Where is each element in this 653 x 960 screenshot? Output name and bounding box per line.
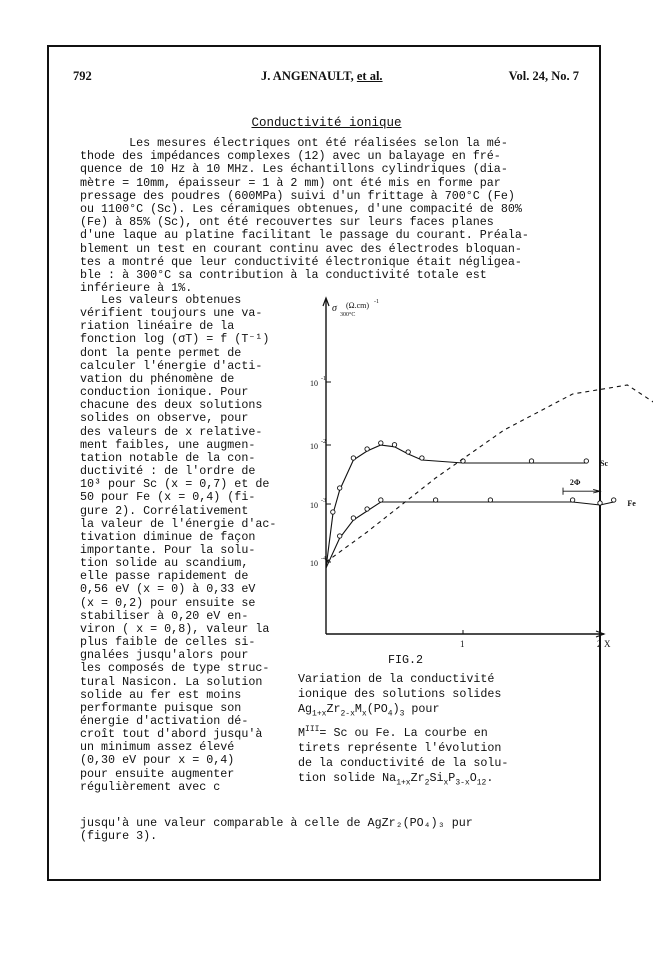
y-tick-label: 10 [310,379,318,388]
text-line: vation du phénomène de [80,371,235,386]
text-line: mètre = 10mm, épaisseur = 1 à 2 mm) ont été mis en forme par [80,175,501,190]
y-axis-label-exp: -1 [374,299,379,305]
authors: J. ANGENAULT, et al. [261,69,383,83]
y-tick-exp: -2 [321,439,326,445]
text-line: (Fe) à 85% (Sc), ont été recouvertes sur leurs faces planes [80,215,494,230]
text-line: quence de 10 Hz à 10 MHz. Les échantillons cylindriques (dia- [80,162,508,177]
series-label-fe: Fe [627,499,636,508]
text-line: gnalées jusqu'alors pour [80,648,249,663]
text-line: ble : à 300°C sa contribution à la conductivité totale est [80,268,487,283]
text-line: croît tout d'abord jusqu'à [80,727,263,742]
text-line: tation notable de la con- [80,450,256,465]
y-axis-label: σ [332,303,337,314]
text-line: (figure 3). [80,829,158,844]
data-point [612,498,616,502]
text-line: vérifient toujours une va- [80,306,263,321]
text-line: (x = 0,2) pour ensuite se [80,595,256,610]
text-line: blement un test en courant continu avec des électrodes bloquan- [80,241,522,256]
text-line: tion solide au scandium, [80,556,249,571]
text-line: plus faible de celles si- [80,635,256,650]
y-tick-exp: -4 [321,556,326,562]
caption-line: tirets représente l'évolution [298,741,502,756]
y-tick-label: 10 [310,442,318,451]
y-tick-label: 10 [310,559,318,568]
y-tick-label: 10 [310,501,318,510]
text-line: tes a montré que leur conductivité électronique était négligea- [80,254,522,269]
text-line: 10³ pour Sc (x = 0,7) et de [80,477,270,492]
caption-line: $M^{III}= Sc$ ou Fe. La courbe en [298,724,488,740]
text-line: 0,56 eV (x = 0) à 0,33 eV [80,582,256,597]
text-line: gure 2). Corrélativement [80,503,249,518]
text-line: thode des impédances complexes (12) avec un balayage en fré- [80,149,501,164]
series-label-sc: Sc [600,459,608,468]
text-line: calculer l'énergie d'acti- [80,358,263,373]
text-line: performante puisque son [80,700,242,715]
text-line: ment faibles, une augmen- [80,437,256,452]
text-line: Les valeurs obtenues [80,293,242,307]
text-line: stabiliser à 0,20 eV en- [80,608,249,623]
figure-title: FIG.2 [388,653,424,667]
text-line: ou 1100°C (Sc). Les céramiques obtenues, d'une compacité de 80% [80,202,522,217]
text-line: riation linéaire de la [80,319,235,334]
y-tick-exp: -3 [321,498,326,504]
text-line: chacune des deux solutions [80,398,263,413]
caption-line: de la conductivité de la solu- [298,756,509,771]
text-line: importante. Pour la solu- [80,542,256,557]
text-line: solides on observe, pour [80,411,249,426]
text-line: énergie d'activation dé- [80,714,249,728]
running-header [73,69,579,87]
text-line: les composés de type struc- [80,661,270,676]
page-number: 792 [73,69,92,83]
two-phase-label: 2Φ [569,478,581,488]
text-line: la valeur de l'énergie d'ac- [80,516,277,531]
text-line: inférieure à 1%. [80,281,193,296]
text-line: solide au fer est moins [80,687,242,702]
text-line: conduction ionique. Pour [80,385,249,400]
text-line: régulièrement avec c [80,779,221,794]
paragraph-2-left [80,294,300,794]
paragraph-1 [80,137,570,295]
x-axis-label: X [604,639,611,649]
y-axis-label-sub: 300°C [340,312,356,318]
text-line: ductivité : de l'ordre de [80,464,256,479]
text-line: tural Nasicon. La solution [80,674,263,689]
figure-caption [298,672,508,791]
text-line: elle passe rapidement de [80,569,249,584]
x-tick-label: 1 [460,639,465,649]
text-line: un minimum assez élevé [80,740,235,755]
text-line: des valeurs de x relative- [80,424,263,439]
text-line: dont la pente permet de [80,345,242,360]
section-title: Conductivité ionique [251,116,402,130]
text-line: pressage des poudres (600MPa) suivi d'un frittage à 700°C (Fe) [80,188,515,203]
caption-line: Variation de la conductivité [298,672,495,686]
text-line: Les mesures électriques ont été réalisées selon la mé- [80,136,508,150]
text-line: tivation diminue de façon [80,529,256,544]
y-axis-label-unit: (Ω.cm) [346,301,370,310]
text-line: d'une laque au platine facilitant le passage du courant. Préala- [80,228,529,243]
text-line: pour ensuite augmenter [80,766,235,781]
x-tick-label: 2 [597,639,602,649]
text-line: jusqu'à une valeur comparable à celle de AgZr₂(PO₄)₃ pur [80,816,473,830]
text-line: fonction log (σT) = f (T⁻¹) [80,332,270,347]
volume-info: Vol. 24, No. 7 [508,69,579,83]
text-line: 50 pour Fe (x = 0,4) (fi- [80,490,256,505]
paragraph-2-tail [80,817,473,843]
caption-line: tion solide $Na_{1+x}Zr_2Si_xP_{3-x}O_{12}$. [298,771,494,788]
caption-line: ionique des solutions solides [298,687,502,702]
y-tick-exp: -1 [321,376,326,382]
caption-line: $Ag_{1+x}Zr_{2-x}M_x(PO_4)_3$ pour [298,702,440,719]
text-line: viron ( x = 0,8), valeur la [80,621,270,636]
text-line: (0,30 eV pour x = 0,4) [80,753,235,768]
